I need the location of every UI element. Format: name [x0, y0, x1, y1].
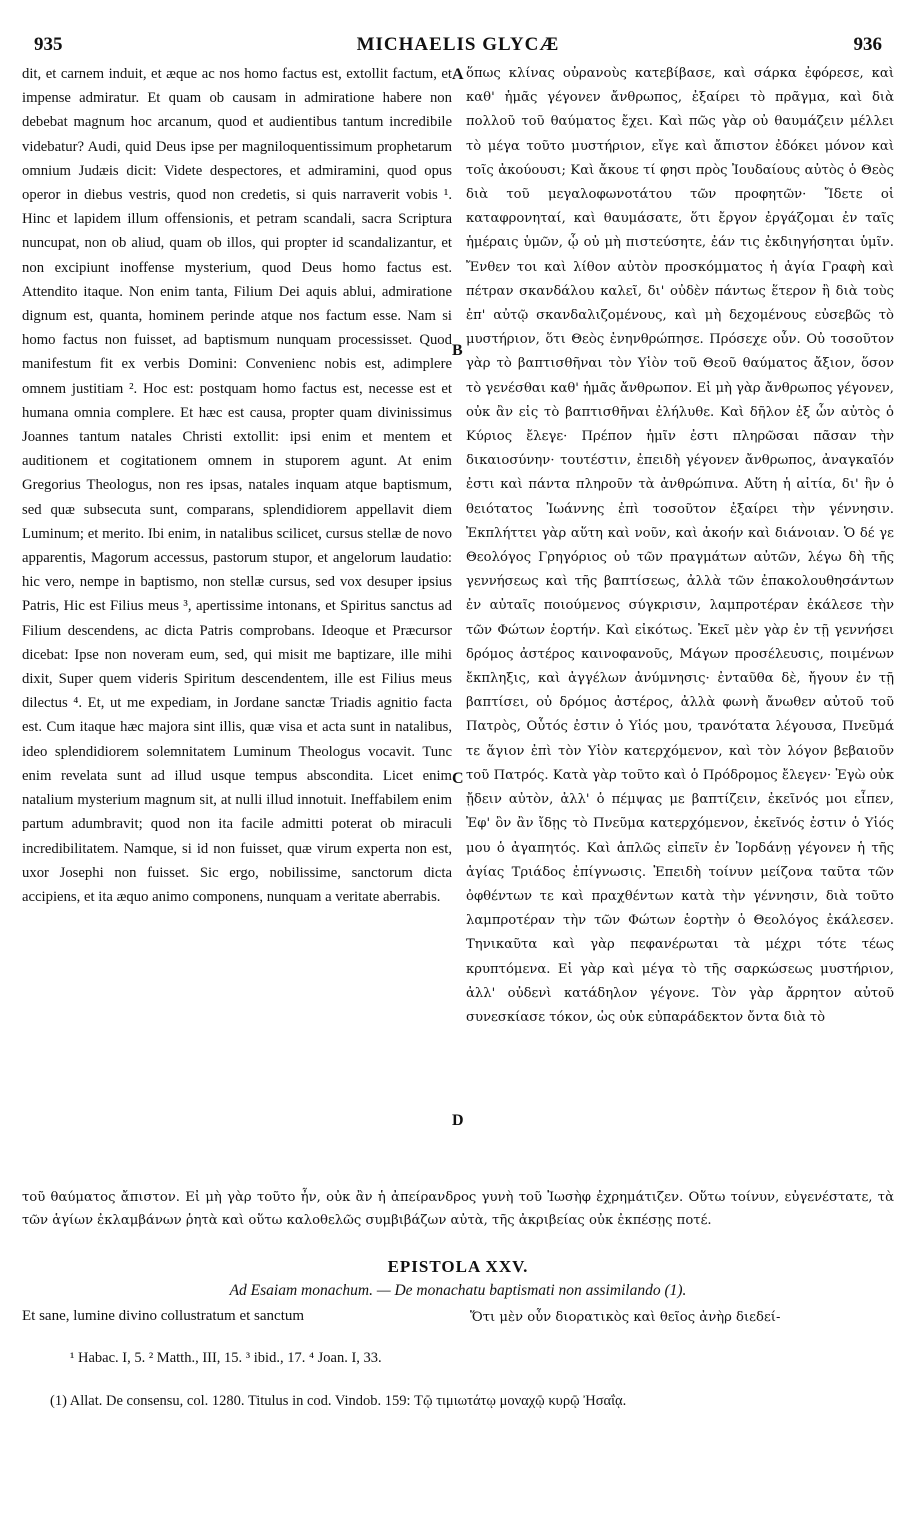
greek-column	[466, 62, 894, 1030]
epistle-heading: EPISTOLA XXV.	[387, 1257, 529, 1276]
margin-marker-d: D	[452, 1112, 464, 1129]
greek-continuation	[22, 1186, 894, 1232]
margin-marker-a: A	[452, 66, 464, 83]
margin-marker-c: C	[452, 770, 464, 787]
latin-text: dit, et carnem induit, et æque ac nos homo factus est, extollit factum, et impense admiratur. Et quam ob causam in admiratione habere non debebat magnum hoc arcanum, quod et audientibus tantum incredibile videbatur? Audi, quid Deus ipse per magniloquentissimum prophetarum omnium Judæis dicit: Videte despectores, et admiramini, quod opus operor in diebus vestris, quod non credetis, si quis narraverit vobis ¹. Hinc et lapidem illum offensionis, et petram scandali, sacra Scriptura nuncupat, non ob aliud, quam ob illos, qui propter id scandalizantur, et non excipiunt inoffense mysterium, quod Deus homo factus est. Attendito itaque. Non enim tanta, Filium Dei aquis ablui, admiratione dignum est, quanta, hominem perinde atque nos factum esse. Nam si homo factus non fuisset, ad baptismum nunquam processisset. Quod manifestum fit ex verbis Domini: Convenienс nobis est, adimplere omnem justitiam ². Hoc est: postquam homo factus est, necesse est et humana omnia complere. Et hæc est causa, propter quam divinissimus Joannes tantum natales Christi extollit: ipsi enim et mentem et auditionem et cogitationem omnem in stuporem agunt. At enim Gregorius Theologus, non res ipsas, natales inquam atque baptismum, sed quæ subsecuta sunt, comparans, splendidiorem appellavit diem Luminum; et merito. Ibi enim, in natalibus scilicet, cursus stellæ de novo apparentis, Magorum accessus, pastorum stupor, et angelorum laudatio: hic vero, nempe in baptismo, non stellæ cursus, sed vox desuper ipsius Patris, Hic est Filius meus ³, apertissime intonans, et Spiritus sanctus ad Filium descendens, ac dicta Patris comprobans. Ideoque et Præcursor dicebat: Ipse non noveram eum, sed, qui misit me baptizare, ille mihi dixit, Super quem videris Spiritum descendentem, ille est Filius meus dilectus ⁴. Et, ut me expediam, in Jordane sanctæ Triadis agnitio facta est. Cum itaque hæc majora sint illis, quæ visa et acta sunt in natalibus, ideo splendidiorem solemnitatem Luminum Theologus vocavit. Tunc enim revelata sunt ad illud usque tempus abscondita. Licet enim natalium mysterium magnum sit, at nulli illud innotuit. Ineffabilem enim partum adumbravit; quod non ita facile admitti poterat ob miraculi incredibilitatem. Namque, si id non fuisset, quæ virum experta non est, uxor Josephi non fuisset. Sic ergo, nobilissime, sanctorum dicta accipiens, et ita æquo animo componens, nunquam a veritate aberrabis.	[22, 66, 452, 905]
running-title: MICHAELIS GLYCÆ	[356, 34, 560, 55]
footnote-1: (1) Allat. De consensu, col. 1280. Titulus in cod. Vindob. 159: Τῷ τιμιωτάτῳ μοναχῷ κυρῷ Ἠσαΐᾳ.	[50, 1393, 627, 1409]
page-number-right: 936	[853, 34, 882, 55]
greek-continuation-text: τοῦ θαύματος ἄπιστον. Εἰ μὴ γὰρ τοῦτο ἦν, οὐκ ἂν ἡ ἀπείρανδρος γυνὴ τοῦ Ἰωσὴφ ἐχρημάτιζεν. Οὕτω τοίνυν, εὐγενέστατε, τὰ τῶν ἁγίων ἐκλαμβάνων ῥητὰ καὶ οὕτω καλοθελῶς συμβιβάζων αὐτὰ, τῆς ἀκριβείας οὐκ ἐκπέσῃς ποτέ.	[22, 1190, 894, 1228]
latin-column	[22, 62, 452, 909]
margin-marker-b: B	[452, 342, 463, 359]
epistle-latin-start: Et sane, lumine divino collustratum et sanctum	[22, 1308, 305, 1324]
greek-text: ὅπως κλίνας οὐρανοὺς κατεβίβασε, καὶ σάρκα ἐφόρεσε, καὶ καθ' ἡμᾶς γέγονεν ἄνθρωπος, ἐξαίρει τὸ πρᾶγμα, καὶ διὰ πολλοῦ τοῦ θαύματος ἔχει. Καὶ πῶς γὰρ οὐ θαυμάζειν μέλλει τὸ μέγα τοῦτο μυστήριον, εἴγε καὶ ἄπιστον ἐδόκει μόνον καὶ τοῖς ἀκούουσι; Καὶ ἄκουε τί φησι πρὸς Ἰουδαίους αὐτὸς ὁ Θεὸς διὰ τοῦ μεγαλοφωνοτάτου τῶν προφητῶν· Ἴδετε οἱ καταφρονηταί, καὶ θαυμάσατε, ὅτι ἔργον ἐργάζομαι ἐν ταῖς ἡμέραις ὑμῶν, ᾧ οὐ μὴ πιστεύσητε, ἐάν τις ἐκδιηγήσηται ὑμῖν. Ἔνθεν τοι καὶ λίθον αὐτὸν προσκόμματος ἡ ἁγία Γραφὴ καὶ πέτραν σκανδάλου καλεῖ, δι' οὐδὲν πάντως ἕτερον ἢ διὰ τοὺς ἐπ' αὐτῷ σκανδαλιζομένους, καὶ μὴ δεχομένους εὐσεβῶς τὸ μυστήριον, ὅτι Θεὸς ἐνηνθρώπησε. Πρόσεχε οὖν. Οὐ τοσοῦτον γὰρ τὸ βαπτισθῆναι τὸν Υἱὸν τοῦ Θεοῦ θαύματος ἄξιον, ὅσον τὸ γενέσθαι καθ' ἡμᾶς ἄνθρωπον. Εἰ μὴ γὰρ ἄνθρωπος γέγονεν, οὐκ ἂν εἰς τὸ βαπτισθῆναι ἐλήλυθε. Καὶ δῆλον ἐξ ὧν αὐτὸς ὁ Κύριος ἔλεγε· Πρέπον ἡμῖν ἐστι πληρῶσαι πᾶσαν τὴν δικαιοσύνην· τουτέστιν, ἐπειδὴ γέγονεν ἄνθρωπος, ἀναγκαῖόν ἐστι καὶ πάντα πληροῦν τὰ ἀνθρώπινα. Αὕτη ἡ αἰτία, δι' ἣν ὁ θειότατος Ἰωάννης ἐπὶ τοσοῦτον ἐξαίρει τὴν γέννησιν. Ἐκπλήττει γὰρ αὕτη καὶ νοῦν, καὶ ἀκοήν καὶ διάνοιαν. Ὁ δέ γε Θεολόγος Γρηγόριος οὐ τῶν πραγμάτων αὐτῶν, λέγω δὴ τῆς γεννήσεως καὶ τῆς βαπτίσεως, ἀλλὰ τῶν ἐπακολουθησάντων ἐν αὐταῖς ποιούμενος σύγκρισιν, λαμπροτέραν ἐκάλεσε τὴν τῶν Φώτων ἑορτήν. Καὶ εἰκότως. Ἐκεῖ μὲν γὰρ ἐν τῇ γεννήσει δρόμος ἀστέρος καινοφανοῦς, Μάγων προσέλευσις, ποιμένων ἔκπληξις, καὶ ἀγγέλων ἀνύμνησις· ἐνταῦθα δὲ, ἤγουν ἐν τῇ βαπτίσει, οὐ δρόμος ἀστέρος, ἀλλὰ φωνὴ ἄνωθεν αὐτοῦ τοῦ Πατρὸς, Οὗτός ἐστιν ὁ Υἱός μου, τρανότατα λέγουσα, Πνεῦμά τε ἅγιον ἐπὶ τὸν Υἱὸν κατερχόμενον, καὶ τὸν λόγον βεβαιοῦν τοῦ Πατρός. Κατὰ γὰρ τοῦτο καὶ ὁ Πρόδρομος ἔλεγεν· Ἐγὼ οὐκ ᾔδειν αὐτὸν, ἀλλ' ὁ πέμψας με βαπτίζειν, ἐκεῖνός μοι εἶπεν, Ἐφ' ὃν ἂν ἴδῃς τὸ Πνεῦμα κατερχόμενον, ἐκεῖνός ἐστιν ὁ Υἱός μου ὁ ἀγαπητός. Καὶ ἁπλῶς εἰπεῖν ἐν Ἰορδάνῃ γέγονεν ἡ τῆς ἁγίας Τριάδος ἐπίγνωσις. Ἐπειδὴ τοίνυν μείζονα ταῦτα τῶν ὀφθέντων τε καὶ πραχθέντων κατὰ τὴν γέννησιν, διὰ τοῦτο λαμπροτέραν τὴν τῶν Φώτων ἑορτὴν ὁ Θεολόγος ἐκάλεσεν. Τηνικαῦτα καὶ γὰρ πεφανέρωται τὰ μέχρι τότε τέως κρυπτόμενα. Εἰ γὰρ καὶ μέγα τὸ τῆς σαρκώσεως μυστήριον, ἀλλ' οὐδενὶ κατάδηλον γέγονε. Τὸν γὰρ ἄρρητον αὐτοῦ συνεσκίασε τόκον, ὡς οὐκ εὐπαράδεκτον ὄντα διὰ τὸ	[466, 66, 894, 1025]
epistle-subtitle: Ad Esaiam monachum. — De monachatu baptismati non assimilando (1).	[229, 1282, 687, 1299]
epistle-greek-start: Ὅτι μὲν οὖν διορατικὸς καὶ θεῖος ἀνὴρ διεδεί-	[470, 1310, 781, 1325]
scripture-references: ¹ Habac. I, 5. ² Matth., III, 15. ³ ibid., 17. ⁴ Joan. I, 33.	[70, 1350, 382, 1366]
running-header	[34, 34, 882, 58]
page-number-left: 935	[34, 34, 63, 55]
